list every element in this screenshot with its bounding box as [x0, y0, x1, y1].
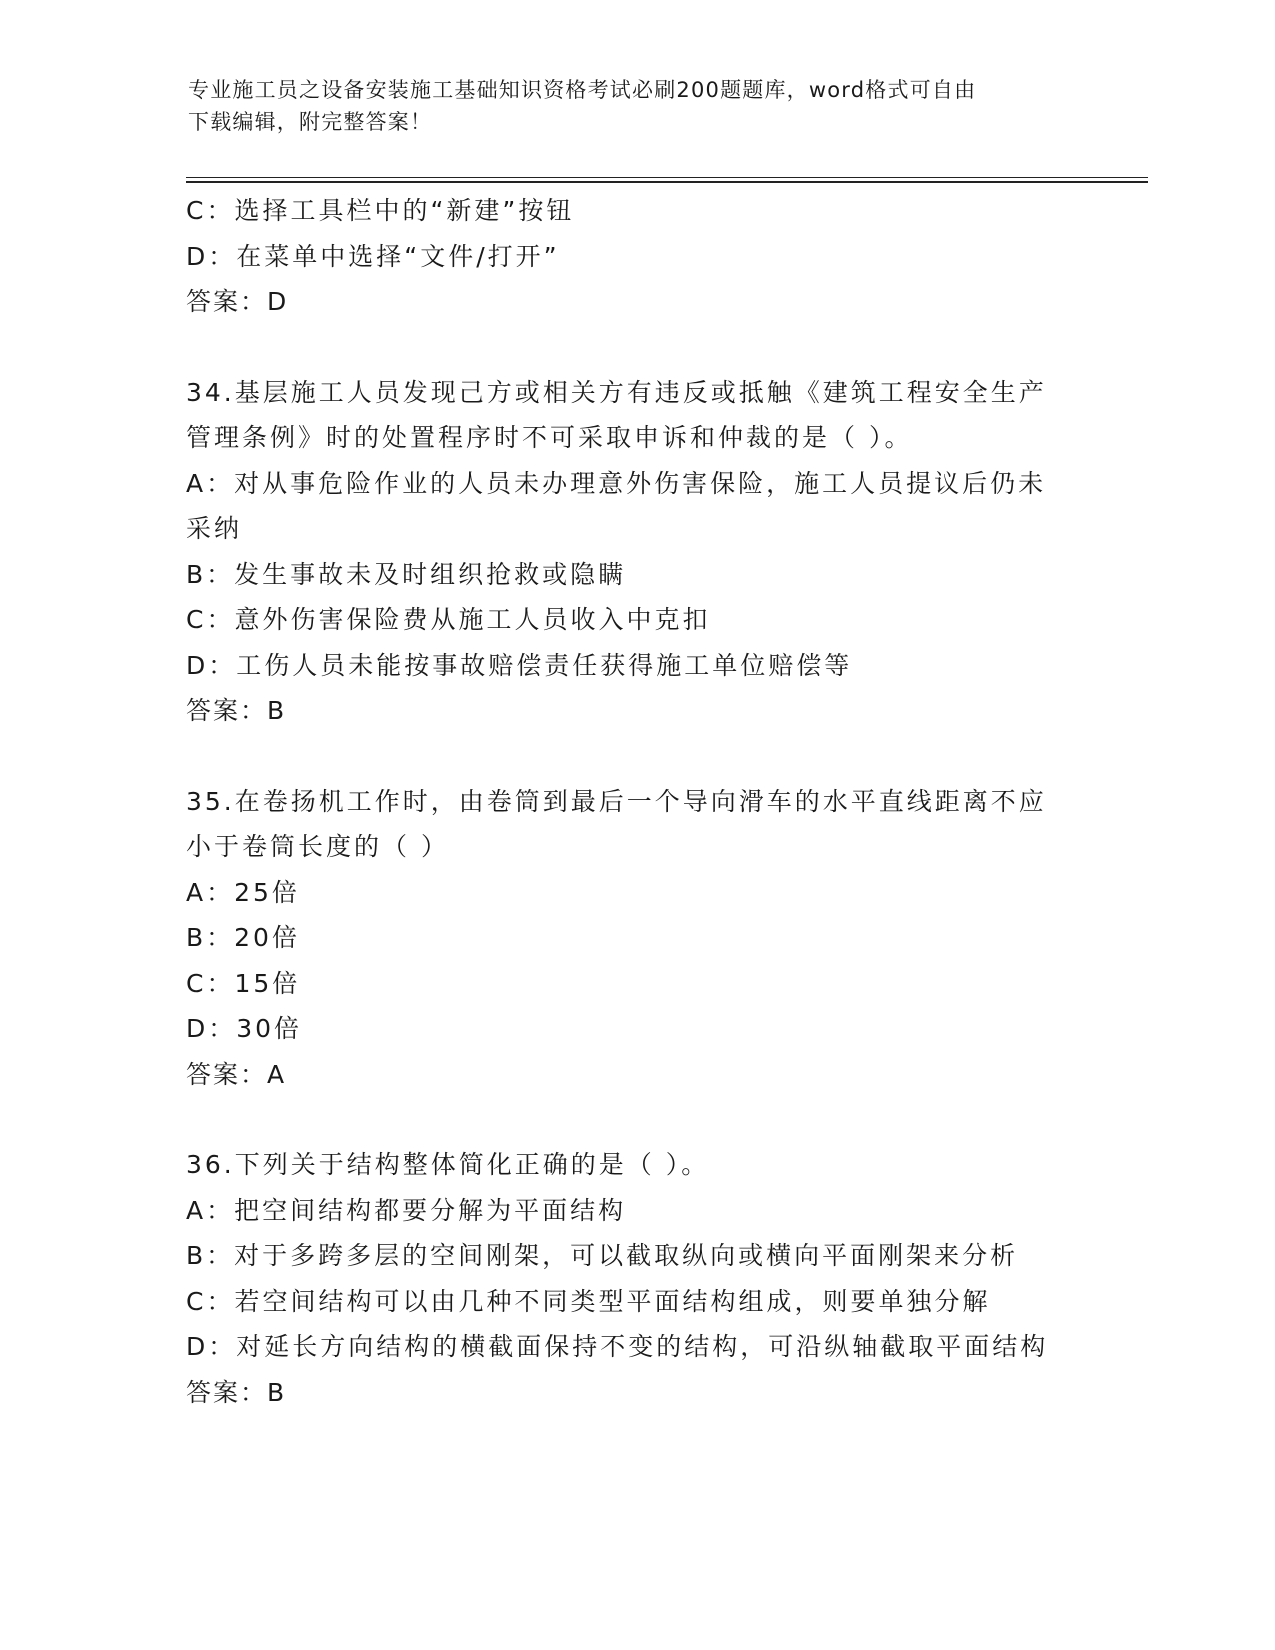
document-header [188, 74, 1068, 138]
option-d: D：30倍 [186, 1014, 303, 1043]
header-line-1: 专业施工员之设备安装施工基础知识资格考试必刷200题题库，word格式可自由 [188, 78, 977, 102]
header-line-2: 下载编辑，附完整答案！ [188, 110, 433, 134]
question-text [186, 779, 1086, 870]
question-34 [186, 370, 1086, 734]
question-text [186, 1142, 1086, 1188]
option-d: D：在菜单中选择“文件/打开” [186, 241, 560, 271]
question-text-line: 34.基层施工人员发现己方或相关方有违反或抵触《建筑工程安全生产 [186, 377, 1047, 407]
option-c: C：意外伤害保险费从施工人员收入中克扣 [186, 605, 711, 634]
spacer [186, 734, 1086, 779]
question-continuation [186, 188, 1086, 325]
question-text-line: 35.在卷扬机工作时，由卷筒到最后一个导向滑车的水平直线距离不应 [186, 786, 1047, 816]
answer-line: 答案：B [186, 696, 287, 725]
option-b: B：发生事故未及时组织抢救或隐瞒 [186, 559, 627, 589]
question-text [186, 370, 1086, 461]
option-a: A：对从事危险作业的人员未办理意外伤害保险，施工人员提议后仍未 [186, 468, 1047, 498]
option-a-continued: 采纳 [186, 514, 243, 543]
header-divider-thin [186, 177, 1148, 178]
question-text-line: 36.下列关于结构整体简化正确的是（ ）。 [186, 1150, 710, 1179]
option-d: D：工伤人员未能按事故赔偿责任获得施工单位赔偿等 [186, 650, 853, 680]
question-36 [186, 1142, 1086, 1415]
option-a: A：25倍 [186, 877, 300, 907]
answer-line: 答案：A [186, 1059, 287, 1089]
question-text-line: 管理条例》时的处置程序时不可采取申诉和仲裁的是（ ）。 [186, 423, 913, 452]
option-c: C：15倍 [186, 968, 301, 998]
header-divider-thick [186, 181, 1148, 183]
option-b: B：20倍 [186, 923, 300, 952]
spacer [186, 325, 1086, 370]
option-d: D：对延长方向结构的横截面保持不变的结构，可沿纵轴截取平面结构 [186, 1332, 1049, 1361]
option-c: C：若空间结构可以由几种不同类型平面结构组成，则要单独分解 [186, 1286, 991, 1316]
answer-line: 答案：D [186, 287, 289, 316]
question-text-line: 小于卷筒长度的（ ） [186, 832, 449, 861]
option-a: A：把空间结构都要分解为平面结构 [186, 1195, 627, 1225]
document-body [186, 188, 1086, 1415]
spacer [186, 1097, 1086, 1142]
question-35 [186, 779, 1086, 1098]
option-b: B：对于多跨多层的空间刚架，可以截取纵向或横向平面刚架来分析 [186, 1241, 1019, 1270]
answer-line: 答案：B [186, 1377, 287, 1407]
option-c: C：选择工具栏中的“新建”按钮 [186, 196, 575, 225]
